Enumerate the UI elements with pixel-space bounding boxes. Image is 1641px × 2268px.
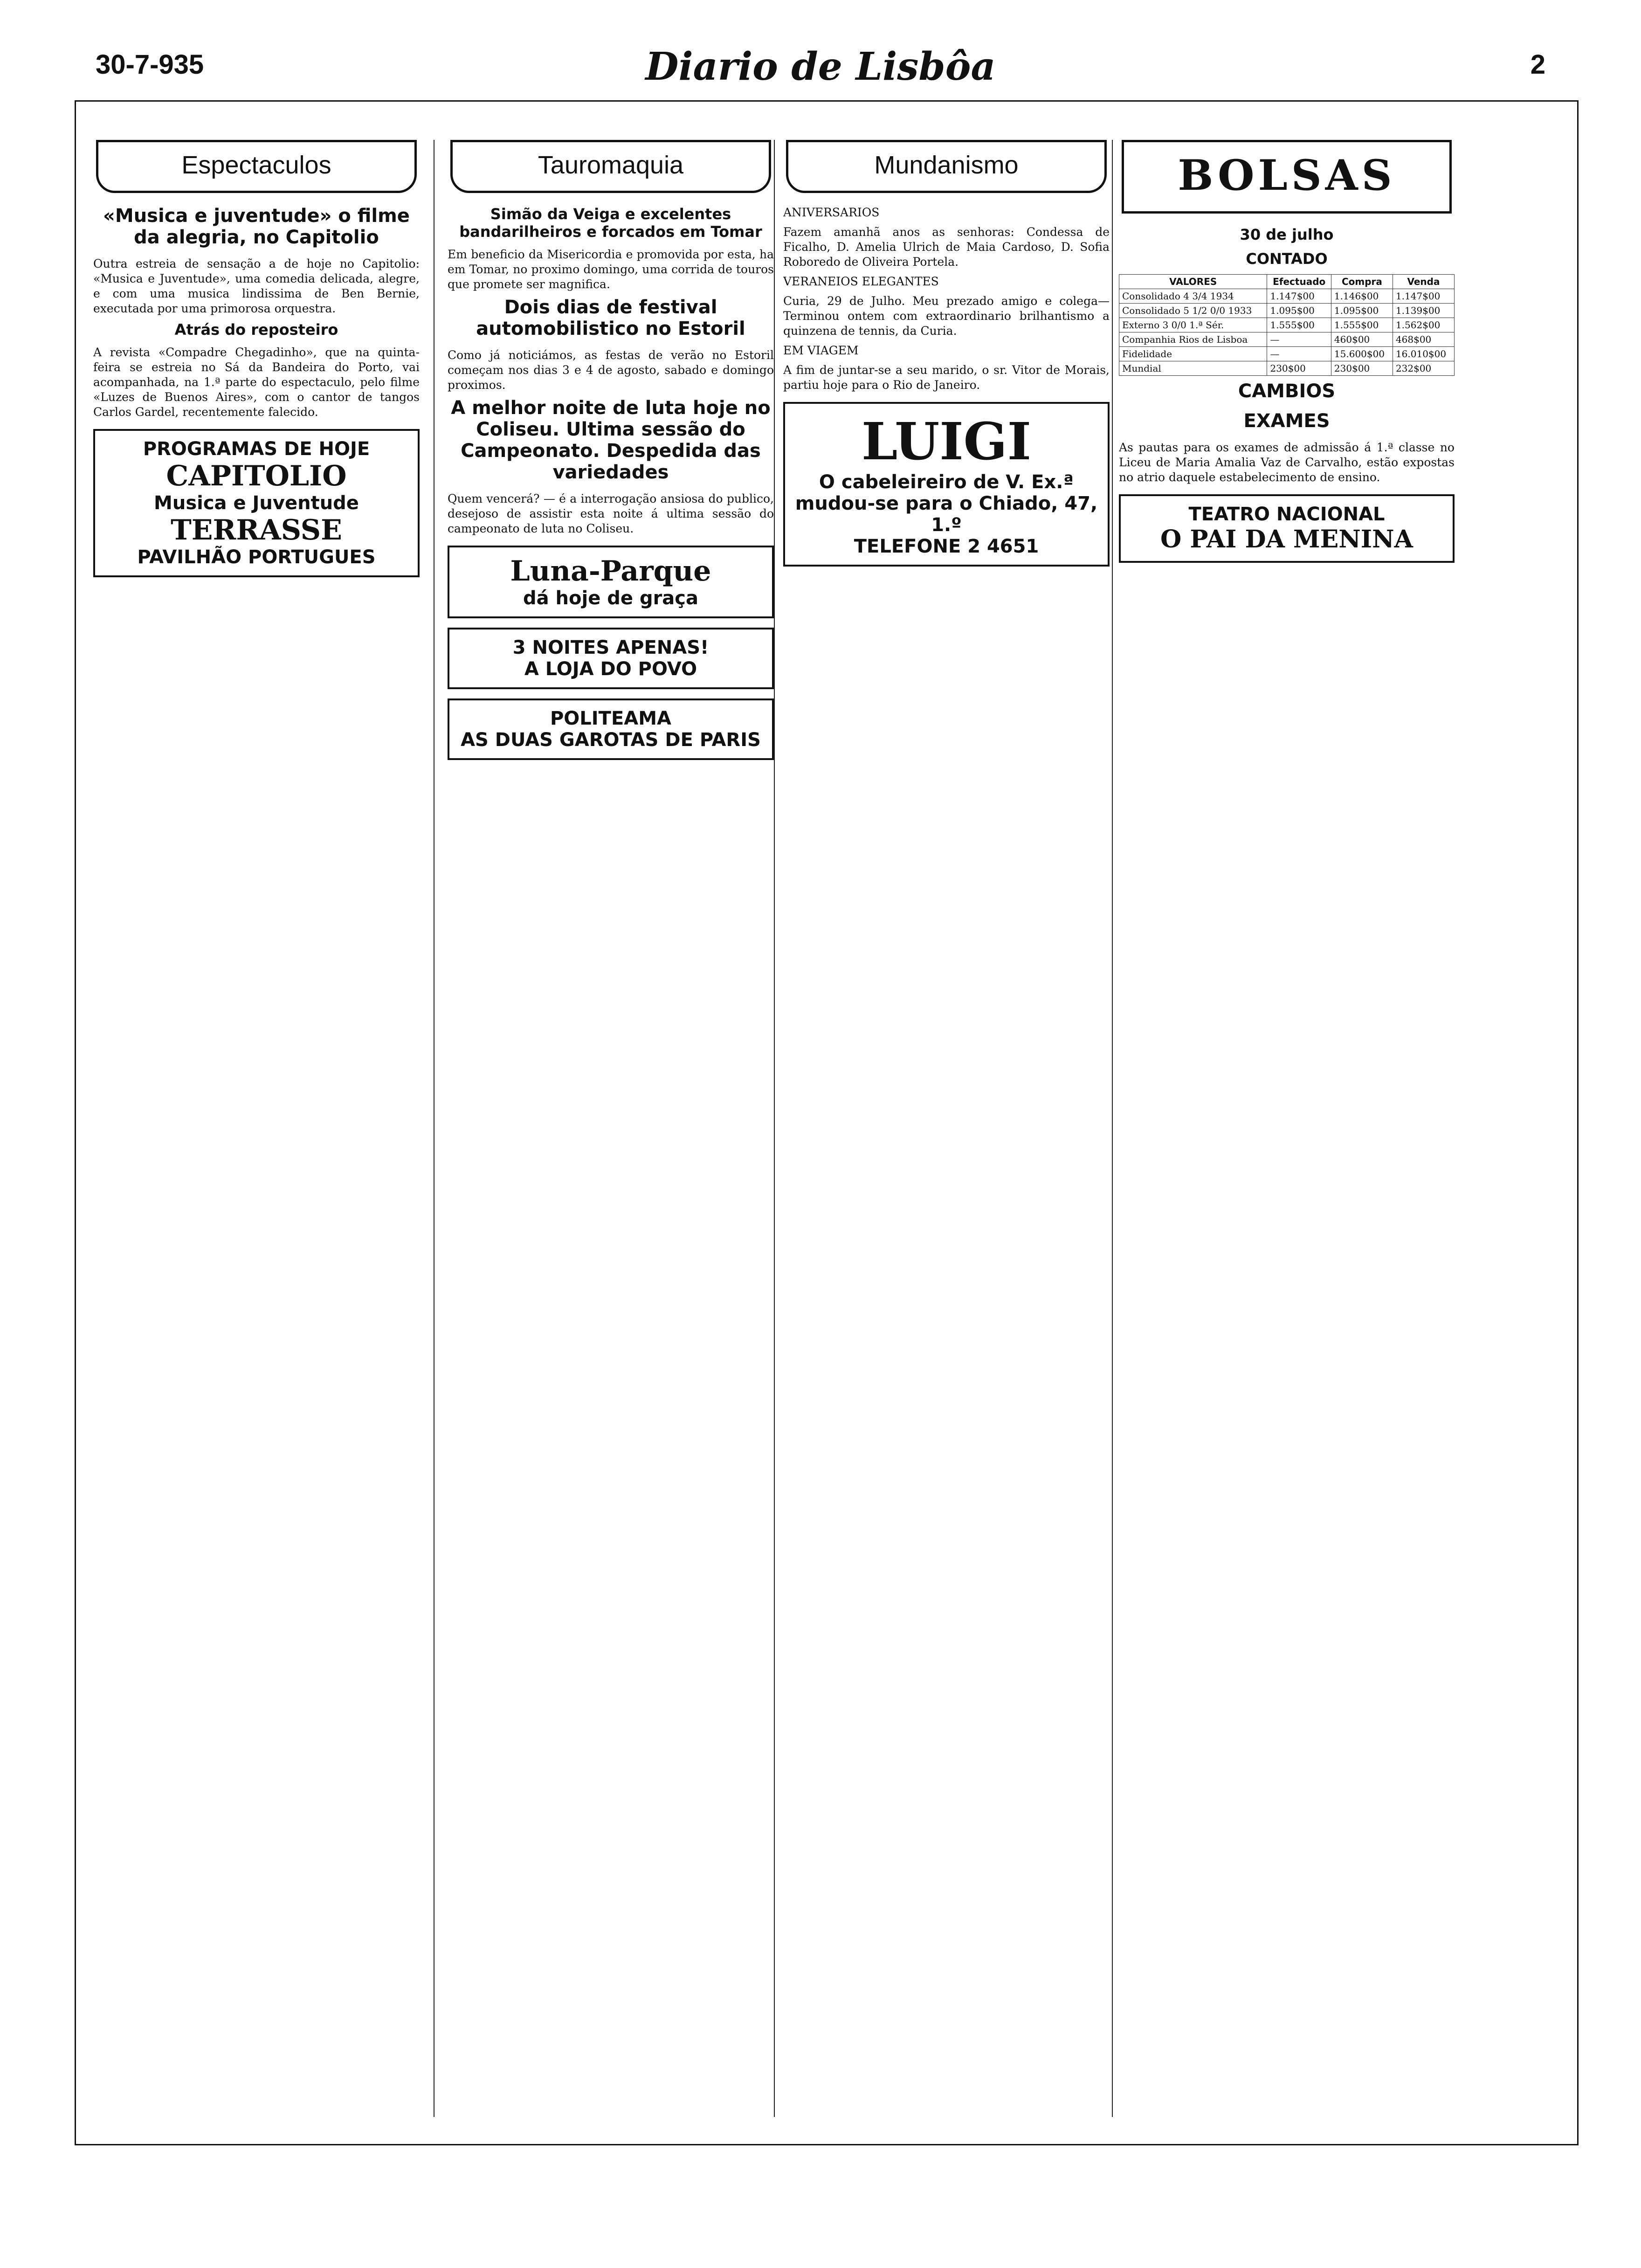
advertisement — [1119, 494, 1455, 563]
article-text: Em beneficio da Misericordia e promovida por esta, ha em Tomar, no proximo domingo, uma corrida de touros que promete ser magnifica. — [448, 248, 774, 291]
table-cell: — — [1267, 347, 1331, 361]
article-heading: A melhor noite de luta hoje no Coliseu. Ultima sessão do Campeonato. Despedida das variedades — [451, 397, 771, 483]
article-text: Como já noticiámos, as festas de verão no Estoril começam nos dias 3 e 4 de agosto, sabado e domingo proximos. — [448, 348, 774, 392]
section-header: BOLSAS — [1122, 140, 1452, 214]
article-text: A fim de juntar-se a seu marido, o sr. Vitor de Morais, partiu hoje para o Rio de Janeiro. — [783, 363, 1110, 392]
table-row — [1119, 304, 1455, 318]
page-number: 2 — [1530, 49, 1545, 80]
advertisement — [448, 546, 774, 618]
article-heading: Atrás do reposteiro — [174, 321, 338, 339]
table-header: VALORES — [1119, 275, 1267, 289]
column-bullfighting — [448, 140, 774, 2117]
ad-text: PROGRAMAS DE HOJE — [143, 438, 370, 460]
ad-text: TERRASSE — [171, 514, 342, 546]
ad-text: O cabeleireiro de V. Ex.ª mudou-se para o Chiado, 47, 1.º — [795, 471, 1098, 536]
article-heading: Simão da Veiga e excelentes bandarilheiros e forcados em Tomar — [459, 205, 762, 241]
table-row — [1119, 318, 1455, 332]
ad-text: POLITEAMA — [550, 708, 672, 729]
subsection-label: VERANEIOS ELEGANTES — [783, 275, 939, 288]
table-cell: Fidelidade — [1119, 347, 1267, 361]
masthead — [96, 44, 1545, 96]
table-cell: 460$00 — [1331, 332, 1393, 347]
ad-text: A LOJA DO POVO — [524, 658, 697, 680]
table-cell: 230$00 — [1331, 361, 1393, 376]
article-heading: «Musica e juventude» o filme da alegria, no Capitolio — [103, 205, 410, 248]
article-text: As pautas para os exames de admissão á 1.ª classe no Liceu de Maria Amalia Vaz de Carvalho, estão expostas no atrio daquele estabelecimento de ensino. — [1119, 441, 1455, 484]
advertisement — [783, 402, 1110, 567]
table-cell: Companhia Rios de Lisboa — [1119, 332, 1267, 347]
ad-text: CAPITOLIO — [166, 460, 347, 492]
table-cell: 230$00 — [1267, 361, 1331, 376]
article-text: Curia, 29 de Julho. Meu prezado amigo e colega—Terminou ontem com extraordinario brilhantismo a quinzena de tennis, da Curia. — [783, 294, 1110, 338]
table-cell: 1.555$00 — [1267, 318, 1331, 332]
ad-text: PAVILHÃO PORTUGUES — [137, 546, 376, 568]
table-row — [1119, 361, 1455, 376]
section-header: Tauromaquia — [450, 140, 771, 193]
column-society — [783, 140, 1110, 2117]
column-rule — [774, 140, 775, 2117]
table-cell: Externo 3 0/0 1.ª Sér. — [1119, 318, 1267, 332]
advertisement — [448, 698, 774, 760]
table-row — [1119, 289, 1455, 304]
column-rule — [1112, 140, 1113, 2117]
table-row — [1119, 347, 1455, 361]
article-text: Quem vencerá? — é a interrogação ansiosa do publico, desejoso de assistir esta noite á ultima sessão do campeonato de luta no Coliseu. — [448, 492, 774, 535]
table-cell: 1.555$00 — [1331, 318, 1393, 332]
table-cell: 232$00 — [1393, 361, 1454, 376]
table-cell: 1.139$00 — [1393, 304, 1454, 318]
table-cell: 468$00 — [1393, 332, 1454, 347]
article-text: Fazem amanhã anos as senhoras: Condessa de Ficalho, D. Amelia Ulrich de Maia Cardoso, D. Sofia Roboredo de Oliveira Portela. — [783, 225, 1110, 269]
table-header: Efectuado — [1267, 275, 1331, 289]
table-cell: 16.010$00 — [1393, 347, 1454, 361]
newspaper-title: Diario de Lisbôa — [645, 44, 996, 89]
article-text: Outra estreia de sensação a de hoje no Capitolio: «Musica e Juventude», uma comedia delicada, alegre, e com uma musica lindissima de Ben Bernie, executada por uma primorosa orquestra. — [93, 257, 420, 315]
exams-heading: EXAMES — [1243, 410, 1330, 432]
article-text: A revista «Compadre Chegadinho», que na quinta-feira se estreia no Sá da Bandeira do Porto, vai acompanhada, na 1.ª parte do espectaculo, pelo filme «Luzes de Buenos Aires», com o cantor de tangos Carlos Gardel, recentemente falecido. — [93, 346, 420, 419]
ad-text: LUIGI — [861, 411, 1032, 471]
market-subheading: CONTADO — [1246, 250, 1328, 268]
advertisement — [93, 429, 420, 577]
table-cell: 1.095$00 — [1267, 304, 1331, 318]
table-cell: 1.562$00 — [1393, 318, 1454, 332]
table-row — [1119, 332, 1455, 347]
table-header: Venda — [1393, 275, 1454, 289]
ad-text: AS DUAS GAROTAS DE PARIS — [461, 729, 761, 751]
table-cell: 15.600$00 — [1331, 347, 1393, 361]
table-cell: 1.147$00 — [1393, 289, 1454, 304]
section-header: Mundanismo — [786, 140, 1107, 193]
column-spectacles — [93, 140, 420, 2117]
table-cell: 1.147$00 — [1267, 289, 1331, 304]
table-cell: Mundial — [1119, 361, 1267, 376]
ad-text: TEATRO NACIONAL — [1188, 504, 1385, 525]
subsection-label: ANIVERSARIOS — [783, 206, 880, 219]
article-heading: Dois dias de festival automobilistico no Estoril — [476, 297, 745, 339]
advertisement — [448, 628, 774, 689]
ad-text: 3 NOITES APENAS! — [512, 637, 709, 658]
table-cell: Consolidado 4 3/4 1934 — [1119, 289, 1267, 304]
table-header: Compra — [1331, 275, 1393, 289]
column-stock-market — [1119, 140, 1455, 2117]
table-cell: 1.146$00 — [1331, 289, 1393, 304]
ad-text: dá hoje de graça — [523, 588, 698, 609]
table-cell: — — [1267, 332, 1331, 347]
table-cell: 1.095$00 — [1331, 304, 1393, 318]
table-cell: Consolidado 5 1/2 0/0 1933 — [1119, 304, 1267, 318]
issue-date: 30-7-935 — [96, 49, 204, 80]
ad-text: O PAI DA MENINA — [1160, 525, 1413, 553]
section-header: Espectaculos — [96, 140, 417, 193]
ad-text: TELEFONE 2 4651 — [854, 536, 1039, 557]
market-date: 30 de julho — [1240, 226, 1334, 243]
securities-table — [1119, 274, 1455, 376]
ad-text: Musica e Juventude — [154, 492, 359, 514]
subsection-label: EM VIAGEM — [783, 344, 859, 357]
exchange-heading: CAMBIOS — [1238, 380, 1336, 402]
ad-text: Luna-Parque — [510, 555, 711, 588]
